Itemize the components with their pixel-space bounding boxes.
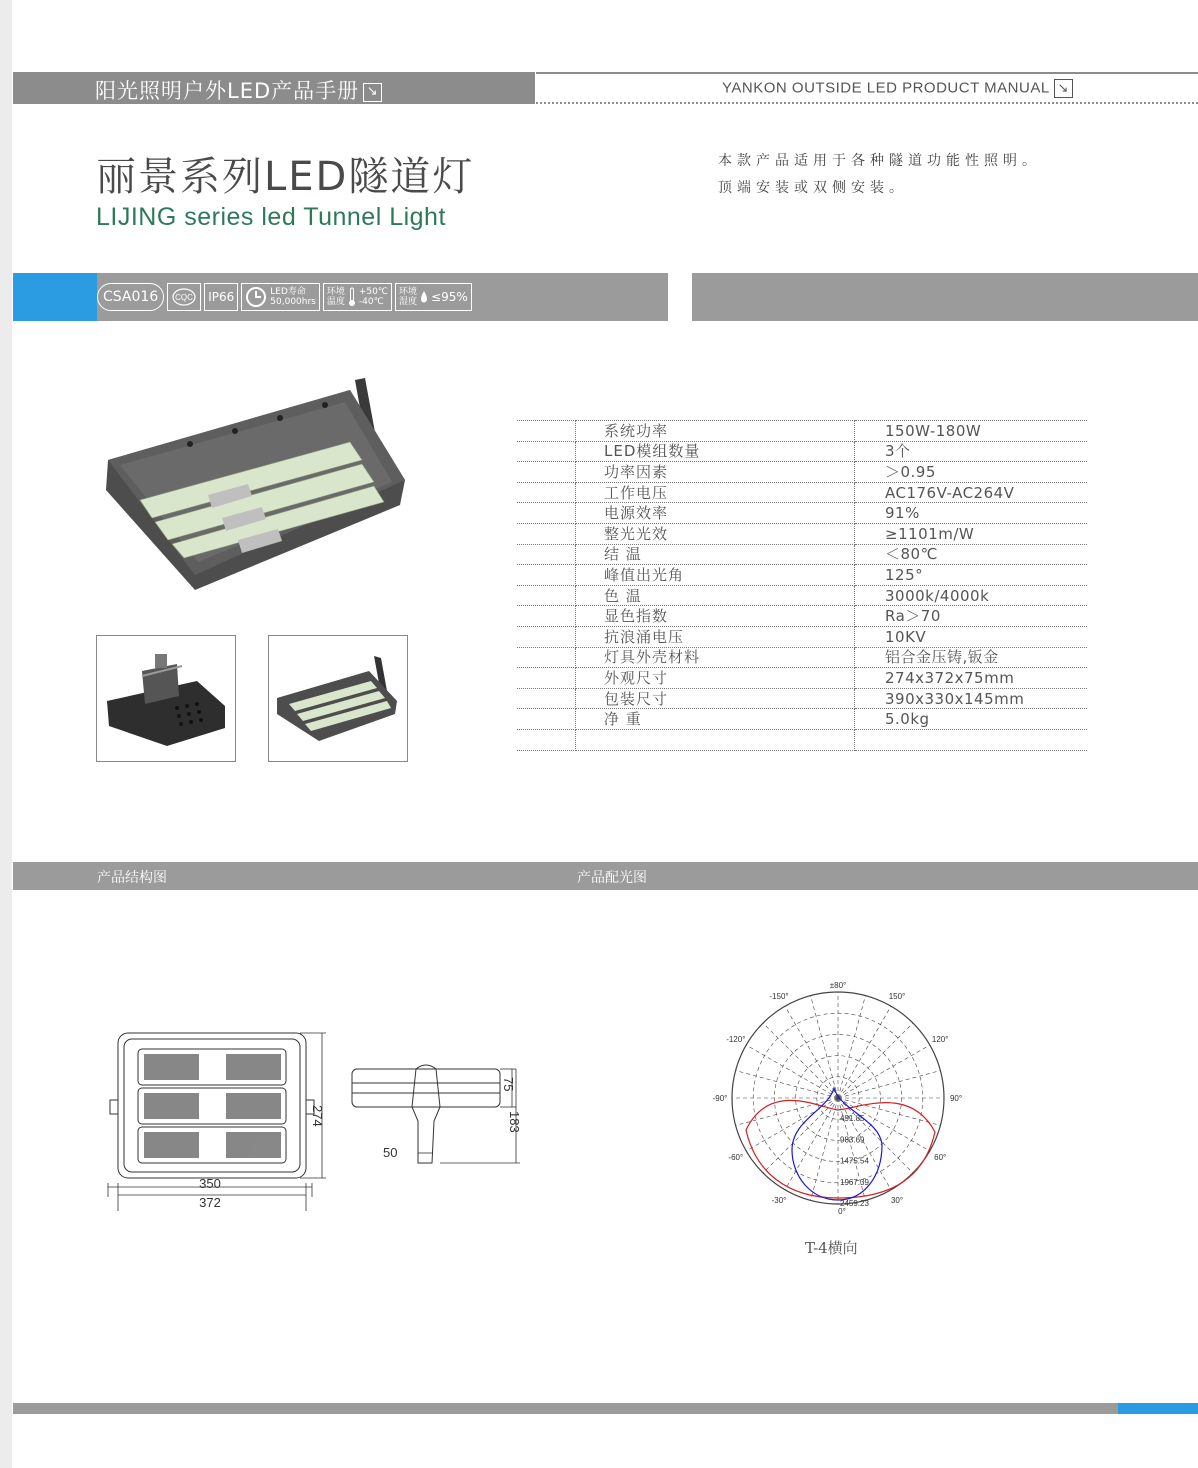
product-description xyxy=(718,148,1041,202)
spec-label: 净 重 xyxy=(576,709,855,730)
dim-width-outer: 372 xyxy=(199,1195,221,1210)
polar-spoke xyxy=(811,996,838,1098)
polar-spoke xyxy=(838,1006,891,1098)
polar-ring-value: 1475.54 xyxy=(840,1156,869,1166)
polar-angle-label: -60° xyxy=(728,1153,744,1162)
spec-row-index-cell xyxy=(517,647,576,668)
spec-row-index-cell xyxy=(517,482,576,503)
dim-depth: 75 xyxy=(501,1077,516,1092)
spec-value: AC176V-AC264V xyxy=(855,482,1088,503)
spec-row-index-cell xyxy=(517,709,576,730)
polar-spoke xyxy=(785,1006,838,1098)
spec-row xyxy=(517,523,1087,544)
spec-label: 显色指数 xyxy=(576,606,855,627)
temp-label-2: 温度 xyxy=(326,297,345,307)
product-photo-main xyxy=(100,370,410,595)
polar-spoke xyxy=(763,1098,838,1173)
spec-row-index-cell xyxy=(517,523,576,544)
polar-spoke xyxy=(746,1045,838,1098)
hum-label-1: 环境 xyxy=(399,287,418,297)
polar-ring-value: 1967.39 xyxy=(840,1177,869,1187)
polar-spoke xyxy=(838,1023,913,1098)
polar-angle-label: 90° xyxy=(949,1094,963,1103)
led-life-value: 50,000hrs xyxy=(270,297,316,307)
section-title-structure: 产品结构图 xyxy=(97,870,167,886)
polar-angle-label: -150° xyxy=(769,991,789,1001)
spec-label: 外观尺寸 xyxy=(576,668,855,689)
spec-row xyxy=(517,503,1087,524)
product-title-cn: 丽景系列LED隧道灯 xyxy=(96,154,475,200)
polar-angle-label: 0° xyxy=(838,1207,846,1216)
spec-value: Ra＞70 xyxy=(855,606,1088,627)
polar-angle-label: -120° xyxy=(726,1035,746,1044)
spec-row xyxy=(517,565,1087,586)
product-photo-thumb-front[interactable] xyxy=(268,635,408,762)
spec-value: ≥1101m/W xyxy=(855,523,1088,544)
polar-angle-label: 150° xyxy=(888,991,906,1001)
header-right-line xyxy=(536,72,1198,74)
spec-row-index-cell xyxy=(517,626,576,647)
polar-spoke xyxy=(838,1071,940,1098)
spec-label: 系统功率 xyxy=(576,421,855,442)
led-life-badge xyxy=(241,283,320,311)
left-margin-strip xyxy=(0,0,12,1468)
polar-angle-label: ±80° xyxy=(829,981,847,990)
temp-label-1: 环境 xyxy=(326,287,345,297)
spec-row xyxy=(517,626,1087,647)
spec-value: 铝合金压铸,钣金 xyxy=(855,647,1088,668)
spec-row-index-cell xyxy=(517,441,576,462)
spec-value: 3个 xyxy=(855,441,1088,462)
spec-row-index-cell xyxy=(517,503,576,524)
spec-label xyxy=(576,729,855,750)
polar-angle-label: 30° xyxy=(890,1196,904,1206)
dim-total-height: 183 xyxy=(507,1111,522,1133)
spec-row xyxy=(517,729,1087,750)
arrow-box-icon: ↘ xyxy=(363,83,382,102)
spec-row xyxy=(517,668,1087,689)
temp-low: -40℃ xyxy=(358,297,384,307)
description-line: 本款产品适用于各种隧道功能性照明。 xyxy=(718,153,1041,169)
product-photo-thumb-back[interactable] xyxy=(96,635,236,762)
spec-row-index-cell xyxy=(517,421,576,442)
polar-angle-label: 60° xyxy=(934,1153,947,1162)
polar-spoke xyxy=(811,1098,838,1200)
cert-bar-accent xyxy=(13,273,97,321)
polar-spoke xyxy=(763,1023,838,1098)
description-line: 顶端安装或双侧安装。 xyxy=(718,180,908,196)
spec-row xyxy=(517,709,1087,730)
spec-row xyxy=(517,585,1087,606)
water-drop-icon xyxy=(420,290,428,304)
hum-label-2: 湿度 xyxy=(399,297,418,307)
spec-value: 125° xyxy=(855,565,1088,586)
footer-accent xyxy=(1118,1403,1198,1414)
polar-ring-value: 983.69 xyxy=(840,1135,865,1145)
spec-row-index-cell xyxy=(517,668,576,689)
spec-row xyxy=(517,462,1087,483)
spec-value: ＞0.95 xyxy=(855,462,1088,483)
header-right-dashed-line xyxy=(536,102,1198,104)
spec-table-body xyxy=(517,421,1087,751)
polar-ring-value: 491.85 xyxy=(840,1114,865,1124)
polar-angle-label: -90° xyxy=(712,1094,728,1103)
dim-bracket: 50 xyxy=(383,1145,398,1160)
spec-label: 工作电压 xyxy=(576,482,855,503)
spec-label: 功率因素 xyxy=(576,462,855,483)
spec-value: 390x330x145mm xyxy=(855,688,1088,709)
spec-label: 灯具外壳材料 xyxy=(576,647,855,668)
product-front-image xyxy=(269,636,407,761)
cqc-text: CQC xyxy=(175,293,194,302)
spec-row xyxy=(517,482,1087,503)
spec-row-index-cell xyxy=(517,565,576,586)
spec-row xyxy=(517,647,1087,668)
spec-row-index-cell xyxy=(517,544,576,565)
spec-label: LED模组数量 xyxy=(576,441,855,462)
spec-row xyxy=(517,544,1087,565)
polar-angle-label: -30° xyxy=(771,1196,787,1206)
spec-row xyxy=(517,421,1087,442)
product-title-en: LIJING series led Tunnel Light xyxy=(96,203,446,231)
csa-badge: CSA016 xyxy=(97,283,164,311)
arrow-box-icon: ↘ xyxy=(1054,79,1073,98)
ip-badge: IP66 xyxy=(204,283,238,311)
spec-value: 3000k/4000k xyxy=(855,585,1088,606)
temperature-badge xyxy=(323,283,392,311)
spec-table xyxy=(517,420,1087,751)
spec-row xyxy=(517,441,1087,462)
spec-value: 274x372x75mm xyxy=(855,668,1088,689)
header-left-title-text: 阳光照明户外LED产品手册 xyxy=(95,79,360,103)
header-right-title xyxy=(722,79,1073,98)
footer-bar xyxy=(13,1403,1118,1414)
spec-label: 整光光效 xyxy=(576,523,855,544)
spec-value xyxy=(855,729,1088,750)
clock-icon xyxy=(245,286,267,308)
spec-label: 色 温 xyxy=(576,585,855,606)
spec-label: 电源效率 xyxy=(576,503,855,524)
spec-value: 10KV xyxy=(855,626,1088,647)
temp-high: +50℃ xyxy=(358,287,388,297)
cert-badges xyxy=(97,282,472,312)
dim-width-inner: 350 xyxy=(199,1176,221,1191)
spec-label: 包装尺寸 xyxy=(576,688,855,709)
polar-spoke xyxy=(838,996,865,1098)
light-distribution-polar-chart xyxy=(700,970,980,1230)
thermometer-icon xyxy=(347,286,357,308)
header-right-title-text: YANKON OUTSIDE LED PRODUCT MANUAL xyxy=(722,79,1050,97)
spec-row-index-cell xyxy=(517,585,576,606)
spec-row-index-cell xyxy=(517,462,576,483)
header-left-title xyxy=(95,75,382,105)
polar-spoke xyxy=(838,1045,930,1098)
polar-caption: T-4横向 xyxy=(805,1239,858,1257)
spec-value: 150W-180W xyxy=(855,421,1088,442)
spec-value: ＜80℃ xyxy=(855,544,1088,565)
cqc-badge xyxy=(167,283,201,311)
cert-bar-right xyxy=(692,273,1198,321)
spec-value: 5.0kg xyxy=(855,709,1088,730)
polar-angle-label: 120° xyxy=(931,1035,949,1044)
cqc-logo-icon xyxy=(171,287,197,307)
led-life-label: LED寿命 xyxy=(270,287,306,297)
spec-row-index-cell xyxy=(517,606,576,627)
spec-row xyxy=(517,606,1087,627)
humidity-badge xyxy=(395,283,472,311)
spec-label: 峰值出光角 xyxy=(576,565,855,586)
spec-value: 91% xyxy=(855,503,1088,524)
humidity-value: ≤95% xyxy=(431,290,468,304)
structure-drawing xyxy=(100,1025,530,1215)
spec-label: 结 温 xyxy=(576,544,855,565)
section-title-light-distribution: 产品配光图 xyxy=(577,870,647,886)
spec-row-index-cell xyxy=(517,729,576,750)
spec-row-index-cell xyxy=(517,688,576,709)
polar-spoke xyxy=(736,1071,838,1098)
spec-label: 抗浪涌电压 xyxy=(576,626,855,647)
product-back-image xyxy=(97,636,235,761)
polar-ring-value: 2459.23 xyxy=(840,1199,869,1208)
spec-row xyxy=(517,688,1087,709)
dim-height: 274 xyxy=(310,1105,325,1127)
